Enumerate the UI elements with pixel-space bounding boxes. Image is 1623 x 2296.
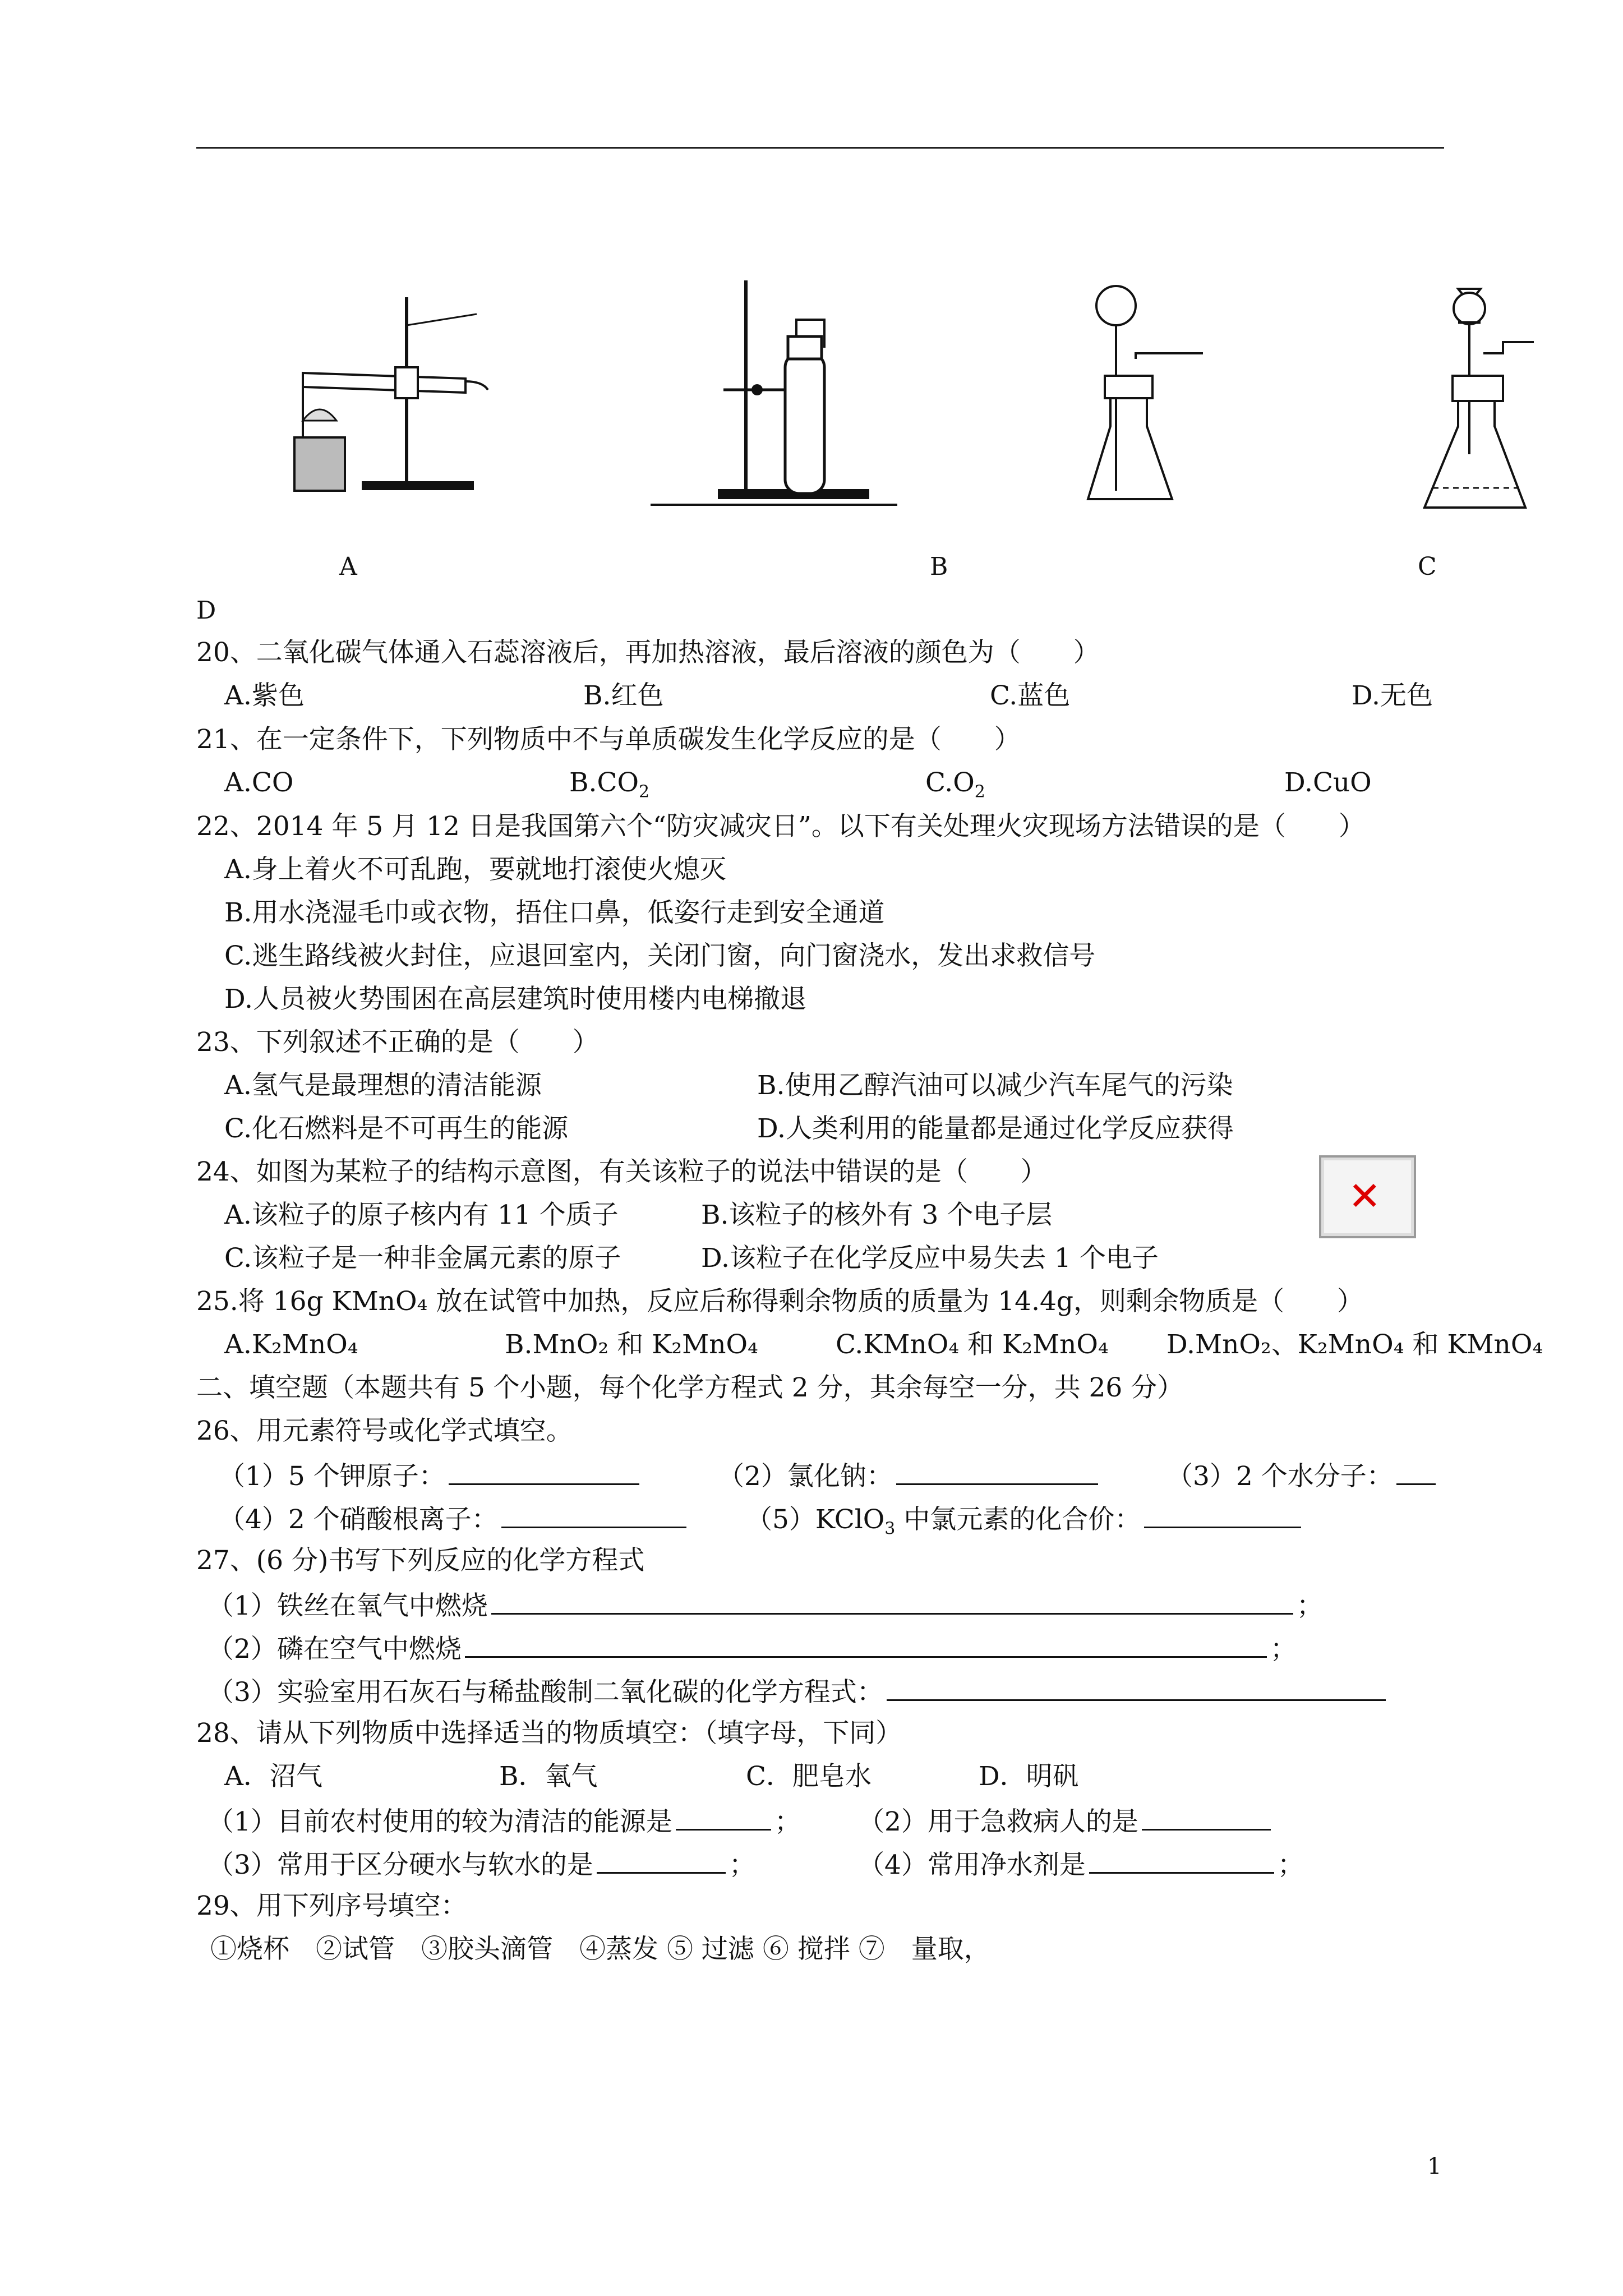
q23-option-b: B.使用乙醇汽油可以减少汽车尾气的污染 xyxy=(757,1070,1233,1101)
q28-part-1: （1）目前农村使用的较为清洁的能源是 ； xyxy=(208,1806,801,1837)
apparatus-label-b: B xyxy=(930,552,948,581)
q24-stem: 24、如图为某粒子的结构示意图，有关该粒子的说法中错误的是（ ） xyxy=(196,1156,1047,1187)
q28-option-c: C．肥皂水 xyxy=(746,1761,872,1792)
q28-option-b: B．氧气 xyxy=(499,1761,598,1792)
q20-option-a: A.紫色 xyxy=(224,680,305,711)
q29-stem: 29、用下列序号填空： xyxy=(196,1891,467,1921)
answer-blank[interactable] xyxy=(1142,1806,1271,1831)
apparatus-c-figure xyxy=(1077,280,1211,516)
q25-option-b: B.MnO₂ 和 K₂MnO₄ xyxy=(505,1329,758,1360)
q25-stem: 25.将 16g KMnO₄ 放在试管中加热，反应后称得剩余物质的质量为 14.4g，则剩余物质是（ ） xyxy=(196,1286,1364,1317)
apparatus-b-figure xyxy=(651,280,897,516)
answer-blank[interactable] xyxy=(676,1806,771,1831)
q27-part-2: （2）磷在空气中燃烧 ； xyxy=(208,1634,1297,1665)
answer-blank[interactable] xyxy=(1144,1504,1301,1528)
answer-blank[interactable] xyxy=(896,1461,1098,1485)
q26-part-1: （1）5 个钾原子： xyxy=(219,1461,643,1490)
q20-option-c: C.蓝色 xyxy=(990,680,1071,711)
q21-option-b: $B.CO_2$ xyxy=(569,767,650,802)
q23-option-a: A.氢气是最理想的清洁能源 xyxy=(224,1070,542,1101)
q22-option-d: D.人员被火势围困在高层建筑时使用楼内电梯撤退 xyxy=(224,984,806,1015)
q20-option-b: B.红色 xyxy=(583,680,664,711)
q22-stem: 22、2014 年 5 月 12 日是我国第六个“防灾减灾日”。以下有关处理火灾现场方法错误的是（ ） xyxy=(196,811,1365,842)
q21-option-d: D.CuO xyxy=(1284,767,1372,798)
q24-option-a: A.该粒子的原子核内有 11 个质子 xyxy=(224,1200,619,1230)
q28-option-a: A．沼气 xyxy=(224,1761,322,1792)
q25-option-c: C.KMnO₄ 和 K₂MnO₄ xyxy=(836,1329,1109,1360)
answer-blank[interactable] xyxy=(597,1850,726,1874)
q23-option-d: D.人类利用的能量都是通过化学反应获得 xyxy=(757,1113,1234,1144)
q22-option-c: C.逃生路线被火封住，应退回室内，关闭门窗，向门窗浇水，发出求救信号 xyxy=(224,940,1096,971)
q28-part-2: （2）用于急救病人的是 xyxy=(858,1806,1274,1835)
q27-stem: 27、(6 分)书写下列反应的化学方程式 xyxy=(196,1545,645,1576)
q26-part-3: （3）2 个水分子： xyxy=(1166,1461,1439,1490)
apparatus-label-a: A xyxy=(339,552,357,581)
q25-option-d: D.MnO₂、K₂MnO₄ 和 KMnO₄ xyxy=(1166,1329,1543,1360)
q29-items: ①烧杯 ②试管 ③胶头滴管 ④蒸发 ⑤ 过滤 ⑥ 搅拌 ⑦ 量取， xyxy=(210,1934,990,1965)
q24-option-c: C.该粒子是一种非金属元素的原子 xyxy=(224,1243,621,1274)
q23-option-c: C.化石燃料是不可再生的能源 xyxy=(224,1113,569,1144)
q21-option-a: A.CO xyxy=(224,767,294,798)
q28-part-4: （4）常用净水剂是 ； xyxy=(858,1850,1304,1880)
q24-option-b: B.该粒子的核外有 3 个电子层 xyxy=(701,1200,1053,1230)
apparatus-a-figure xyxy=(280,292,516,499)
q23-stem: 23、下列叙述不正确的是（ ） xyxy=(196,1027,599,1058)
apparatus-label-c: C xyxy=(1418,552,1437,581)
page-number: 1 xyxy=(1427,2154,1442,2179)
answer-blank[interactable] xyxy=(1089,1850,1274,1874)
q24-option-d: D.该粒子在化学反应中易失去 1 个电子 xyxy=(701,1243,1159,1274)
q20-stem: 20、二氧化碳气体通入石蕊溶液后，再加热溶液，最后溶液的颜色为（ ） xyxy=(196,637,1100,668)
apparatus-d-figure xyxy=(1413,269,1570,516)
q28-part-3: （3）常用于区分硬水与软水的是 ； xyxy=(208,1850,755,1880)
answer-blank[interactable] xyxy=(465,1634,1267,1658)
q28-option-d: D．明矾 xyxy=(979,1761,1079,1792)
answer-blank[interactable] xyxy=(449,1461,639,1485)
answer-blank[interactable] xyxy=(501,1504,686,1528)
q27-part-1: （1）铁丝在氧气中燃烧 ； xyxy=(208,1590,1323,1621)
q26-part-5: （5）KClO$_3$ 中氯元素的化合价： xyxy=(746,1504,1304,1537)
header-rule xyxy=(196,147,1444,149)
q26-part-4: （4）2 个硝酸根离子： xyxy=(219,1504,690,1533)
q22-option-a: A.身上着火不可乱跑，要就地打滚使火熄灭 xyxy=(224,854,726,885)
q25-option-a: A.K₂MnO₄ xyxy=(224,1329,358,1360)
q21-stem: 21、在一定条件下，下列物质中不与单质碳发生化学反应的是（ ） xyxy=(196,724,1021,755)
q28-stem: 28、请从下列物质中选择适当的物质填空：（填字母，下同） xyxy=(196,1718,902,1749)
broken-image-icon: ✕ xyxy=(1319,1155,1416,1238)
answer-blank[interactable] xyxy=(1396,1461,1436,1485)
q26-part-2: （2）氯化钠： xyxy=(718,1461,1101,1490)
section-2-heading: 二、填空题（本题共有 5 个小题，每个化学方程式 2 分，其余每空一分，共 26 分） xyxy=(196,1372,1184,1403)
q22-option-b: B.用水浇湿毛巾或衣物，捂住口鼻，低姿行走到安全通道 xyxy=(224,897,885,928)
answer-blank[interactable] xyxy=(887,1677,1386,1701)
apparatus-label-d: D xyxy=(196,596,216,625)
answer-blank[interactable] xyxy=(491,1590,1293,1615)
q21-option-c: $C.O_2$ xyxy=(925,767,985,802)
q26-stem: 26、用元素符号或化学式填空。 xyxy=(196,1416,573,1446)
q27-part-3: （3）实验室用石灰石与稀盐酸制二氧化碳的化学方程式： xyxy=(208,1677,1389,1705)
q20-option-d: D.无色 xyxy=(1352,680,1433,711)
